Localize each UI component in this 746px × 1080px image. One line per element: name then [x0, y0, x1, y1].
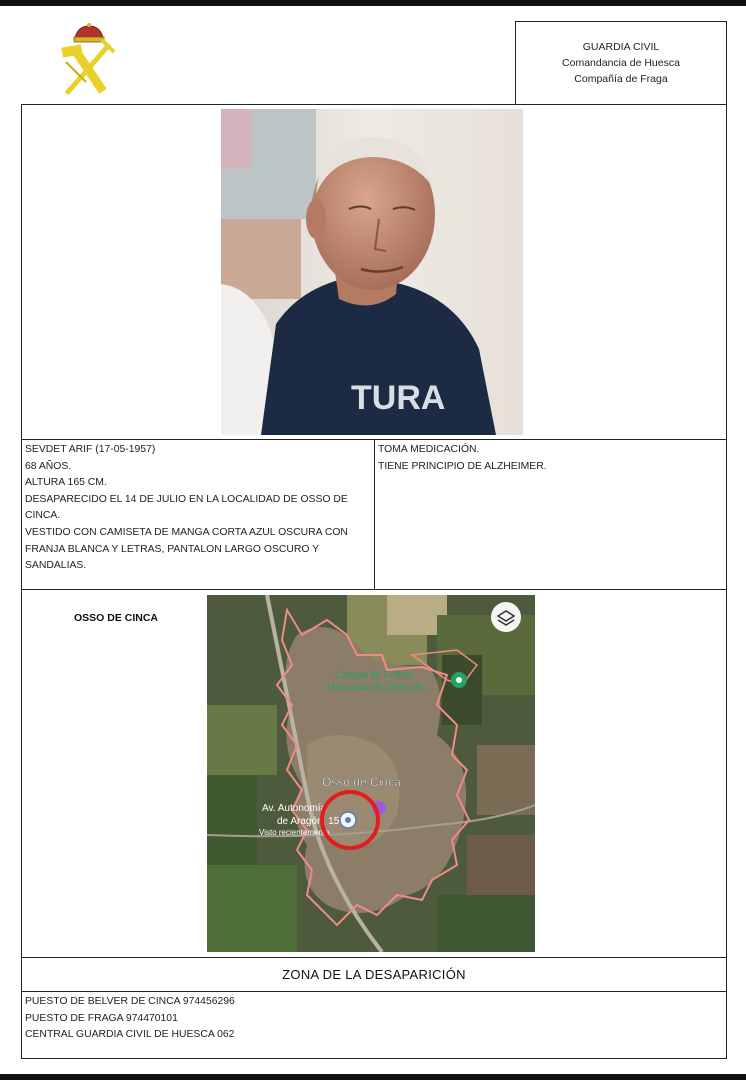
header-box — [515, 21, 727, 105]
contact-line: PUESTO DE BELVER DE CINCA 974456296 — [25, 996, 235, 1007]
svg-text:TURA: TURA — [351, 379, 446, 417]
company-name: Compañía de Fraga — [574, 73, 668, 85]
map-title: OSSO DE CINCA — [74, 612, 159, 624]
street-label-1: Av. Autonomía — [262, 803, 327, 814]
town-label: Osso de Cinca — [322, 775, 401, 789]
contact-line: CENTRAL GUARDIA CIVIL DE HUESCA 062 — [25, 1029, 235, 1041]
medical-line: TIENE PRINCIPIO DE ALZHEIMER. — [378, 460, 547, 472]
contact-line: PUESTO DE FRAGA 974470101 — [25, 1012, 178, 1024]
medical-line: TOMA MEDICACIÓN. — [378, 444, 480, 455]
person-line: SANDALIAS. — [25, 560, 87, 572]
photo-box — [21, 104, 727, 440]
org-name: GUARDIA CIVIL — [582, 41, 660, 53]
map-box — [21, 589, 727, 958]
missing-person-photo — [221, 109, 523, 435]
recently-seen-label: Visto recientemente — [259, 828, 330, 837]
top-border-bar — [0, 0, 746, 6]
medical-info — [374, 439, 727, 590]
command-name: Comandancia de Huesca — [562, 57, 680, 69]
person-line: VESTIDO CON CAMISETA DE MANGA CORTA AZUL OSCURA CON — [25, 526, 348, 538]
person-line: 68 AÑOS. — [25, 460, 72, 472]
person-line: FRANJA BLANCA Y LETRAS, PANTALON LARGO OSCURO Y — [25, 543, 320, 555]
guardia-civil-emblem-icon — [58, 22, 120, 100]
person-line: SEVDET ARIF (17-05-1957) — [25, 444, 156, 455]
person-line: CINCA. — [25, 510, 61, 522]
poi-football-label-2: Municipal de Osso de... — [327, 682, 432, 693]
person-line: DESAPARECIDO EL 14 DE JULIO EN LA LOCALIDAD DE OSSO DE — [25, 493, 348, 505]
person-description — [21, 439, 375, 590]
contacts-box — [21, 991, 727, 1059]
person-line: ALTURA 165 CM. — [25, 477, 107, 489]
zone-box — [21, 957, 727, 992]
poi-football-label: Campo de Fútbol — [335, 670, 412, 681]
street-label-2: de Aragón, 15 — [277, 816, 340, 827]
satellite-map[interactable] — [207, 595, 535, 952]
zone-title: ZONA DE LA DESAPARICIÓN — [282, 967, 466, 982]
bottom-border-bar — [0, 1074, 746, 1080]
